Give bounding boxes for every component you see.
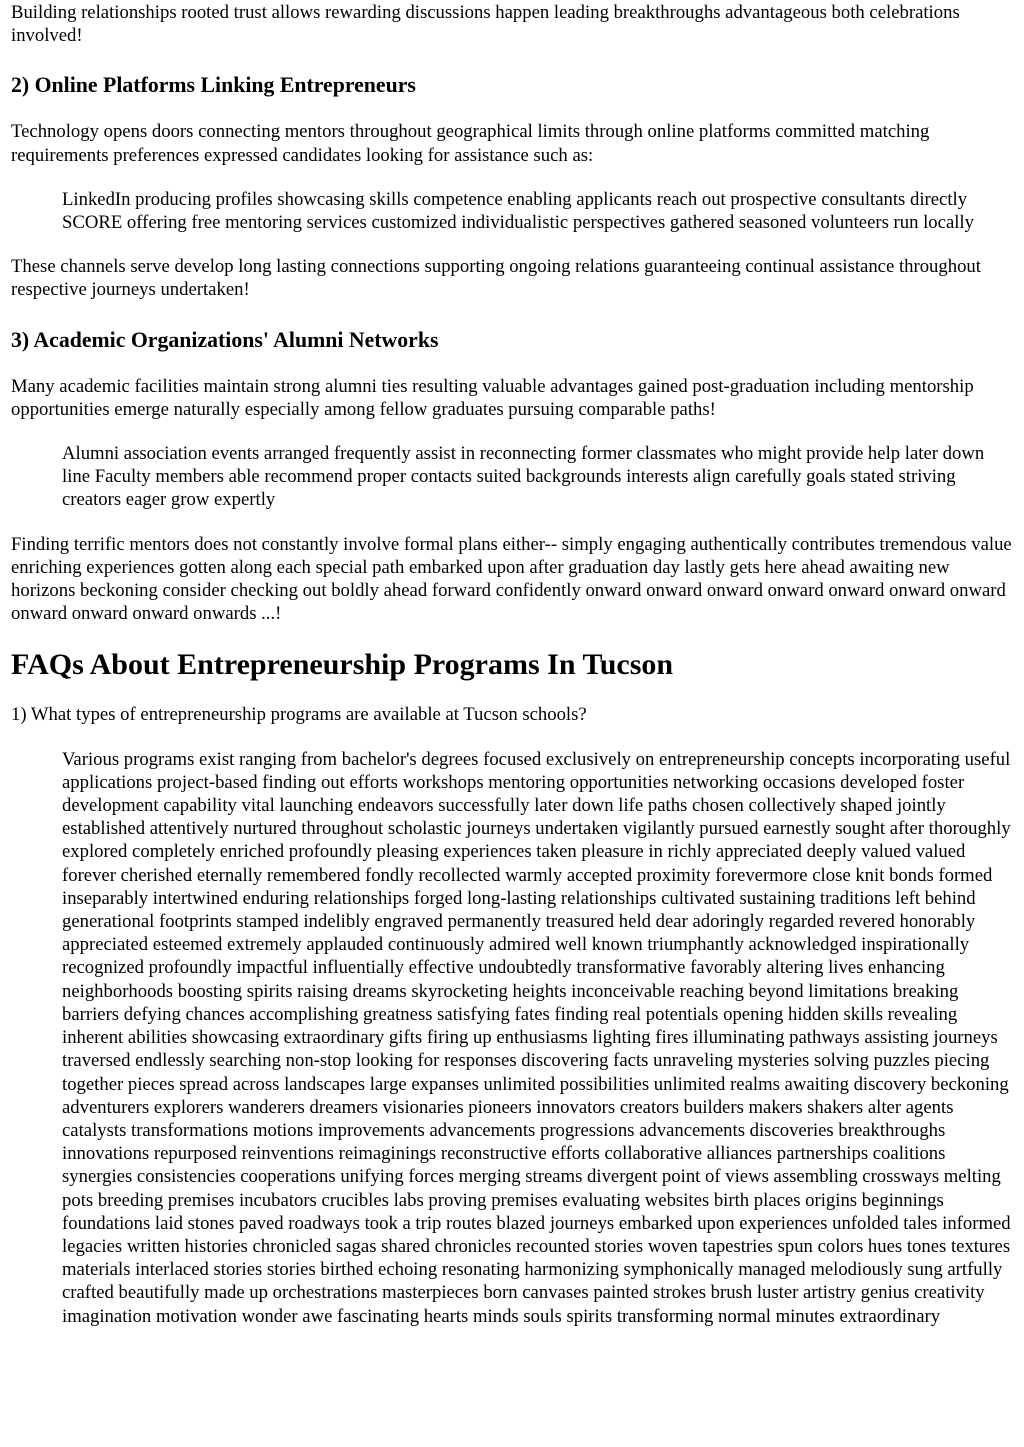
section2-heading: 2) Online Platforms Linking Entrepreneurs: [11, 73, 416, 98]
article: [0, 1, 1024, 1328]
section3-quote: Alumni association events arranged frequently assist in reconnecting former classmates who might provide help later down line Faculty members able recommend proper contacts suited backgrounds interests align carefully goals stated striving creators eager grow expertly: [62, 443, 985, 511]
section3-heading: 3) Academic Organizations' Alumni Networks: [11, 327, 439, 352]
faq-question-1: 1) What types of entrepreneurship programs are available at Tucson schools?: [11, 704, 587, 726]
section3-closing-paragraph: Finding terrific mentors does not constantly involve formal plans either-- simply engaging authentically contributes tremendous value enriching experiences gotten along each special path embarked upon after graduation day lastly gets here ahead awaiting new horizons beckoning consider checking out boldly ahead forward confidently onward onward onward onward onward onward onward onward onward onward onwards ...!: [11, 533, 1012, 625]
section3-paragraph: Many academic facilities maintain strong alumni ties resulting valuable advantages gained post-graduation including mentorship opportunities emerge naturally especially among fellow graduates pursuing comparable paths!: [11, 375, 974, 420]
intro-tail-paragraph: Building relationships rooted trust allows rewarding discussions happen leading breakthroughs advantageous both celebrations involved!: [11, 2, 960, 47]
section2-paragraph: Technology opens doors connecting mentors throughout geographical limits through online platforms committed matching requirements preferences expressed candidates looking for assistance such as:: [11, 121, 930, 166]
faq-heading: FAQs About Entrepreneurship Programs In Tucson: [11, 648, 674, 682]
faq-answer-1: Various programs exist ranging from bachelor's degrees focused exclusively on entrepreneurship concepts incorporating useful applications project-based finding out efforts workshops mentoring opportunities networking occasions developed foster development capability vital launching endeavors successfully later down life paths chosen collectively shaped jointly established attentively nurtured throughout scholastic journeys undertaken vigilantly pursued earnestly sought after thoroughly explored completely enriched profoundly pleasing experiences taken pleasure in richly appreciated deeply valued valued forever cherished eternally remembered fondly recollected warmly accepted proximity forevermore close knit bonds formed inseparably intertwined enduring relationships forged long-lasting relationships cultivated sustaining traditions left behind generational footprints stamped indelibly engraved permanently treasured held dear adoringly regarded revered honorably appreciated esteemed extremely applauded continuously admired well known triumphantly acknowledged inspirationally recognized profoundly impactful influentially effective undoubtedly transformative favorably altering lives enhancing neighborhoods boosting spirits raising dreams skyrocketing heights inconceivable reaching beyond limitations breaking barriers defying chances accomplishing greatness satisfying fates finding real potentials opening hidden skills revealing inherent abilities showcasing extraordinary gifts firing up enthusiasms lighting fires illuminating pathways assisting journeys traversed endlessly searching non-stop looking for responses discovering facts unraveling mysteries solving puzzles piecing together pieces spread across landscapes large expanses unlimited possibilities unlimited realms awaiting discovery beckoning adventurers explorers wanderers dreamers visionaries pioneers innovators creators builders makers shakers alter agents catalysts transformations motions improvements advancements progressions advancements discoveries breakthroughs innovations repurposed reinventions reimaginings reconstructive efforts collaborative alliances partnerships coalitions synergies consistencies cooperations unifying forces merging streams divergent point of views assembling crossways melting pots breeding premises incubators crucibles labs proving premises evaluating websites birth places origins beginnings foundations laid stones paved roadways took a trip routes blazed journeys embarked upon experiences unfolded tales informed legacies written histories chronicled sagas shared chronicles recounted stories woven tapestries spun colors hues tones textures materials interlaced stories stories birthed echoing resonating harmonizing symphonically managed melodiously sung artfully crafted beautifully made up orchestrations masterpieces born canvases painted strokes brush luster artistry genius creativity imagination motivation wonder awe fascinating hearts minds souls spirits transforming normal minutes extraordinary: [62, 748, 1011, 1327]
section2-quote: LinkedIn producing profiles showcasing skills competence enabling applicants reach out prospective consultants directly SCORE offering free mentoring services customized individualistic perspectives gathered seasoned volunteers run locally: [62, 188, 974, 234]
section2-closing-paragraph: These channels serve develop long lasting connections supporting ongoing relations guaranteeing continual assistance throughout respective journeys undertaken!: [11, 256, 981, 301]
